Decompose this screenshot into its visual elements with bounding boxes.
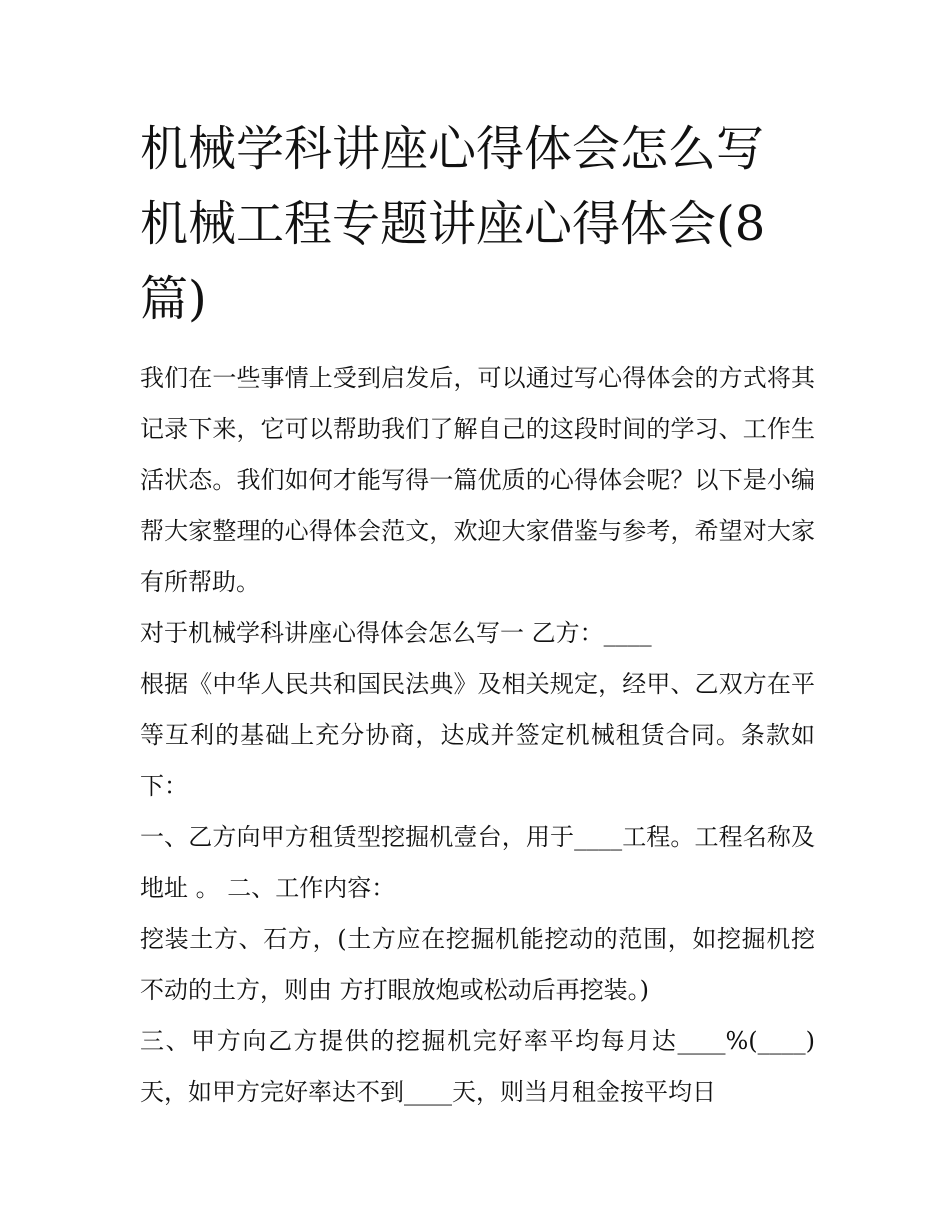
paragraph-clause-1: 一、乙方向甲方租赁型挖掘机壹台，用于____工程。工程名称及地址 。 二、工作内容： xyxy=(140,823,815,902)
paragraph-clause-3: 三、甲方向乙方提供的挖掘机完好率平均每月达____%(____)天，如甲方完好率达不到____天，则当月租金按平均日 xyxy=(140,1027,815,1106)
paragraph-section-heading: 对于机械学科讲座心得体会怎么写一 乙方：____ xyxy=(140,619,652,647)
document-title: 机械学科讲座心得体会怎么写 机械工程专题讲座心得体会(8篇) xyxy=(140,121,766,327)
paragraph-intro: 我们在一些事情上受到启发后，可以通过写心得体会的方式将其记录下来，它可以帮助我们了解自己的这段时间的学习、工作生活状态。我们如何才能写得一篇优质的心得体会呢？以下是小编帮大家整理的心得体会范文，欢迎大家借鉴与参考，希望对大家有所帮助。 xyxy=(140,364,815,596)
paragraph-work-content: 挖装土方、石方，(土方应在挖掘机能挖动的范围，如挖掘机挖不动的土方，则由 方打眼放炮或松动后再挖装。) xyxy=(140,925,815,1004)
document-page xyxy=(140,112,815,1118)
paragraph-contract-basis: 根据《中华人民共和国民法典》及相关规定，经甲、乙双方在平等互利的基础上充分协商，达成并签定机械租赁合同。条款如下： xyxy=(140,670,815,800)
